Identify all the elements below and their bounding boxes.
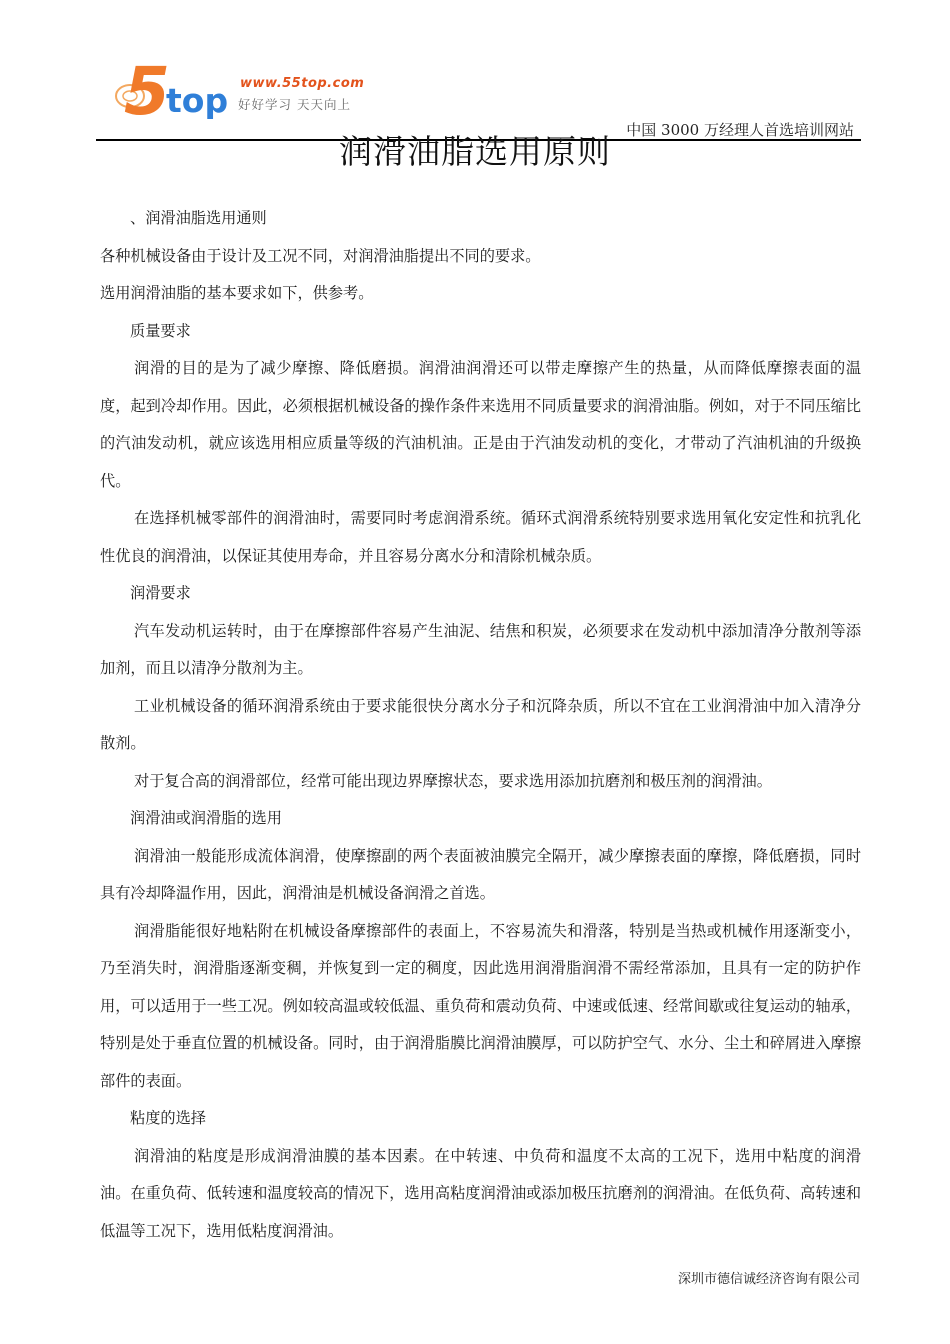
document-title: 润滑油脂选用原则 xyxy=(339,132,611,171)
subheading-oil-or-grease: 润滑油或润滑脂的选用 xyxy=(130,809,282,827)
footer-company: 深圳市德信诚经济咨询有限公司 xyxy=(677,1272,860,1287)
logo-url: www.55top.com xyxy=(240,76,365,91)
body-paragraph: 润滑油的粘度是形成润滑油膜的基本因素。在中转速、中负荷和温度不太高的工况下，选用中粘度的润滑油。在重负荷、低转速和温度较高的情况下，选用高粘度润滑油或添加极压抗磨剂的润滑油。在低负荷、高转速和低温等工况下，选用低粘度润滑油。 xyxy=(100,1146,861,1240)
body-paragraph: 润滑的目的是为了减少摩擦、降低磨损。润滑油润滑还可以带走摩擦产生的热量，从而降低摩擦表面的温度，起到冷却作用。因此，必须根据机械设备的操作条件来选用不同质量要求的润滑油脂。例如，对于不同压缩比的汽油发动机，就应该选用相应质量等级的汽油机油。正是由于汽油发动机的变化，才带动了汽油机油的升级换代。 xyxy=(100,359,861,490)
intro-paragraph: 选用润滑油脂的基本要求如下，供参考。 xyxy=(100,284,374,302)
document-body xyxy=(100,200,861,1250)
subheading-viscosity: 粘度的选择 xyxy=(130,1109,206,1127)
section-heading: 、润滑油脂选用通则 xyxy=(130,209,267,227)
logo-slogan: 好好学习 天天向上 xyxy=(238,97,351,112)
body-paragraph: 汽车发动机运转时，由于在摩擦部件容易产生油泥、结焦和积炭，必须要求在发动机中添加清净分散剂等添加剂，而且以清净分散剂为主。 xyxy=(100,621,861,677)
logo-wordmark: top xyxy=(166,81,229,120)
body-paragraph: 润滑油一般能形成流体润滑，使摩擦副的两个表面被油膜完全隔开，减少摩擦表面的摩擦，降低磨损，同时具有冷却降温作用，因此，润滑油是机械设备润滑之首选。 xyxy=(100,846,861,902)
subheading-quality: 质量要求 xyxy=(130,321,191,340)
body-paragraph: 在选择机械零部件的润滑油时，需要同时考虑润滑系统。循环式润滑系统特别要求选用氧化安定性和抗乳化性优良的润滑油，以保证其使用寿命，并且容易分离水分和清除机械杂质。 xyxy=(100,509,861,565)
body-paragraph: 润滑脂能很好地粘附在机械设备摩擦部件的表面上，不容易流失和滑落，特别是当热或机械作用逐渐变小，乃至消失时，润滑脂逐渐变稠，并恢复到一定的稠度，因此选用润滑脂润滑不需经常添加，且具有一定的防护作用，可以适用于一些工况。例如较高温或较低温、重负荷和震动负荷、中速或低速、经常间歇或往复运动的轴承，特别是处于垂直位置的机械设备。同时，由于润滑脂膜比润滑油膜厚，可以防护空气、水分、尘土和碎屑进入摩擦部件的表面。 xyxy=(100,921,861,1090)
body-paragraph: 对于复合高的润滑部位，经常可能出现边界摩擦状态，要求选用添加抗磨剂和极压剂的润滑油。 xyxy=(134,771,772,790)
site-logo[interactable] xyxy=(108,52,398,126)
subheading-lubrication: 润滑要求 xyxy=(130,584,191,602)
body-paragraph: 工业机械设备的循环润滑系统由于要求能很快分离水分子和沉降杂质，所以不宜在工业润滑油中加入清净分散剂。 xyxy=(100,696,861,752)
intro-paragraph: 各种机械设备由于设计及工况不同，对润滑油脂提出不同的要求。 xyxy=(100,246,541,265)
logo-mark-icon xyxy=(108,52,238,126)
header-tagline: 中国 3000 万经理人首选培训网站 xyxy=(626,121,854,139)
logo-number: 5 xyxy=(124,53,170,126)
